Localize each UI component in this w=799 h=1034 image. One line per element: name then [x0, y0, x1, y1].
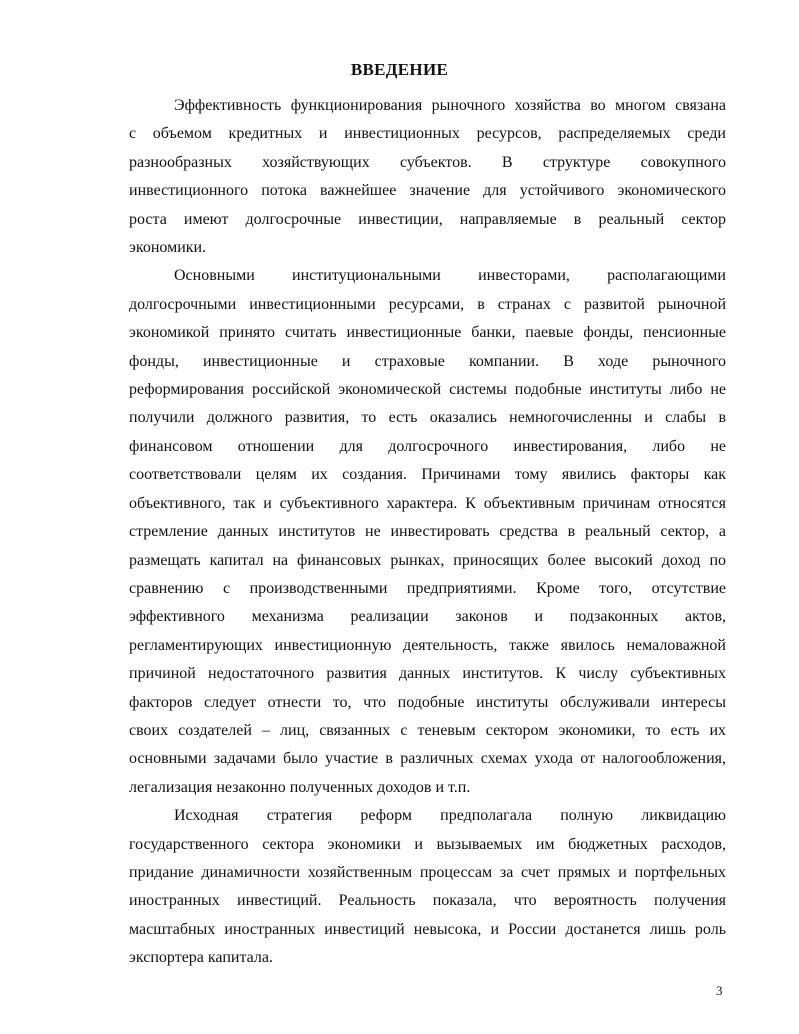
text-line: экономикой принято считать инвестиционные банки, паевые фонды, пенсионные — [129, 324, 726, 342]
text-line: причиной недостаточного развития данных институтов. К числу субъективных — [129, 665, 726, 683]
text-line: сравнению с производственными предприятиями. Кроме того, отсутствие — [129, 579, 726, 597]
text-line: регламентирующих инвестиционную деятельность, также явилось немаловажной — [129, 636, 726, 654]
text-line: факторов следует отнести то, что подобные институты обслуживали интересы — [129, 693, 726, 711]
text-line: объективного, так и субъективного характера. К объективным причинам относятся — [129, 494, 726, 512]
text-line: экспортера капитала. — [129, 949, 273, 967]
text-line: получили должного развития, то есть оказались немногочисленны и слабы в — [129, 409, 726, 427]
text-line: разнообразных хозяйствующих субъектов. В структуре совокупного — [129, 153, 726, 171]
page-title: ВВЕДЕНИЕ — [350, 60, 449, 79]
text-line: масштабных иностранных инвестиций невысока, и России достанется лишь роль — [129, 920, 726, 938]
text-line: финансовом отношении для долгосрочного инвестирования, либо не — [129, 437, 726, 455]
body-text — [129, 92, 726, 973]
text-line: легализация незаконно полученных доходов и т.п. — [129, 778, 471, 796]
text-line: с объемом кредитных и инвестиционных ресурсов, распределяемых среди — [129, 125, 726, 143]
paragraph-1 — [129, 92, 726, 262]
text-line: основными задачами было участие в различных схемах ухода от налогообложения, — [129, 750, 726, 768]
text-line: инвестиционного потока важнейшее значение для устойчивого экономического — [129, 182, 726, 200]
page-number: 3 — [716, 983, 723, 998]
text-line: экономики. — [129, 239, 207, 257]
paragraph-3 — [129, 802, 726, 972]
text-line: придание динамичности хозяйственным процессам за счет прямых и портфельных — [129, 863, 726, 881]
text-line: Исходная стратегия реформ предполагала полную ликвидацию — [174, 807, 726, 825]
text-line: Основными институциональными инвесторами, располагающими — [174, 267, 726, 285]
text-line: эффективного механизма реализации законов и подзаконных актов, — [129, 608, 726, 626]
text-line: иностранных инвестиций. Реальность показала, что вероятность получения — [129, 892, 726, 910]
text-line: долгосрочными инвестиционными ресурсами, в странах с развитой рыночной — [129, 295, 726, 313]
text-line: государственного сектора экономики и вызываемых им бюджетных расходов, — [129, 835, 726, 853]
text-line: соответствовали целям их создания. Причинами тому явились факторы как — [129, 466, 726, 484]
text-line: своих создателей – лиц, связанных с теневым сектором экономики, то есть их — [129, 721, 726, 739]
text-line: фонды, инвестиционные и страховые компании. В ходе рыночного — [129, 352, 726, 370]
text-line: роста имеют долгосрочные инвестиции, направляемые в реальный сектор — [129, 210, 726, 228]
text-line: стремление данных институтов не инвестировать средства в реальный сектор, а — [129, 523, 726, 541]
text-line: Эффективность функционирования рыночного хозяйства во многом связана — [174, 97, 726, 114]
text-line: размещать капитал на финансовых рынках, приносящих более высокий доход по — [129, 551, 726, 569]
text-line: реформирования российской экономической системы подобные институты либо не — [129, 381, 726, 399]
paragraph-2 — [129, 262, 726, 802]
